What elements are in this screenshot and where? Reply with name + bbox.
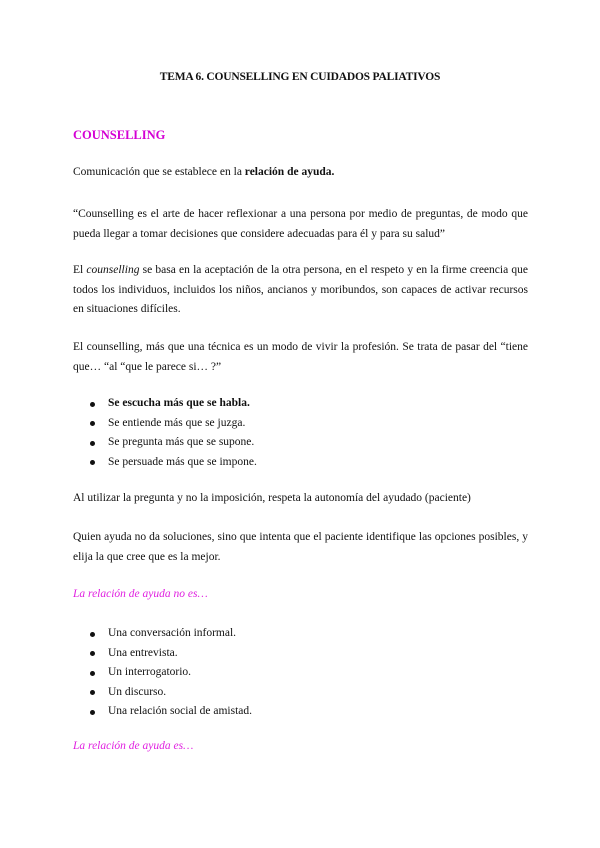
paragraph-text: se basa en la aceptación de la otra persona, en el respeto y en la firme creencia que todos los individuos, incluidos los niños, ancianos y moribundos, son capaces de activar recursos en situaciones difíciles. (73, 264, 528, 315)
principles-list (90, 394, 257, 472)
not-list (90, 624, 252, 722)
italic-term: counselling (86, 264, 140, 276)
list-item: Se pregunta más que se supone. (90, 433, 257, 453)
subheading-is: La relación de ayuda es… (73, 740, 194, 752)
list-item: Una conversación informal. (90, 624, 252, 644)
subheading-not-is: La relación de ayuda no es… (73, 588, 208, 600)
bullet-icon (90, 690, 95, 695)
bullet-icon (90, 651, 95, 656)
paragraph-profession: El counselling, más que una técnica es un modo de vivir la profesión. Se trata de pasar del “tiene que… “al “que le parece si… ?” (73, 341, 528, 373)
section-heading: COUNSELLING (73, 128, 166, 142)
bullet-icon (90, 710, 95, 715)
bold-term: relación de ayuda. (244, 166, 335, 178)
paragraph-text: Comunicación que se establece en la (73, 166, 245, 178)
list-item: Se persuade más que se impone. (90, 453, 257, 473)
paragraph-definition (73, 163, 528, 183)
list-item: Una relación social de amistad. (90, 702, 252, 722)
paragraph-text: El (73, 264, 87, 276)
document-title: TEMA 6. COUNSELLING EN CUIDADOS PALIATIVOS (159, 71, 441, 83)
bullet-icon (90, 671, 95, 676)
paragraph-basis (73, 261, 528, 320)
bullet-icon (90, 632, 95, 637)
paragraph-autonomy: Al utilizar la pregunta y no la imposición, respeta la autonomía del ayudado (paciente) (73, 492, 471, 504)
bullet-icon (90, 441, 95, 446)
list-item: Una entrevista. (90, 644, 252, 664)
paragraph-quote: “Counselling es el arte de hacer reflexionar a una persona por medio de preguntas, de modo que pueda llegar a tomar decisiones que considere adecuadas para él y para su salud” (73, 208, 528, 240)
list-item: Un discurso. (90, 683, 252, 703)
list-item: Se escucha más que se habla. (90, 394, 257, 414)
bullet-icon (90, 421, 95, 426)
list-item: Un interrogatorio. (90, 663, 252, 683)
paragraph-solutions: Quien ayuda no da soluciones, sino que intenta que el paciente identifique las opciones posibles, y elija la que cree que es la mejor. (73, 531, 528, 563)
list-item: Se entiende más que se juzga. (90, 414, 257, 434)
bullet-icon (90, 460, 95, 465)
bullet-icon (90, 402, 95, 407)
